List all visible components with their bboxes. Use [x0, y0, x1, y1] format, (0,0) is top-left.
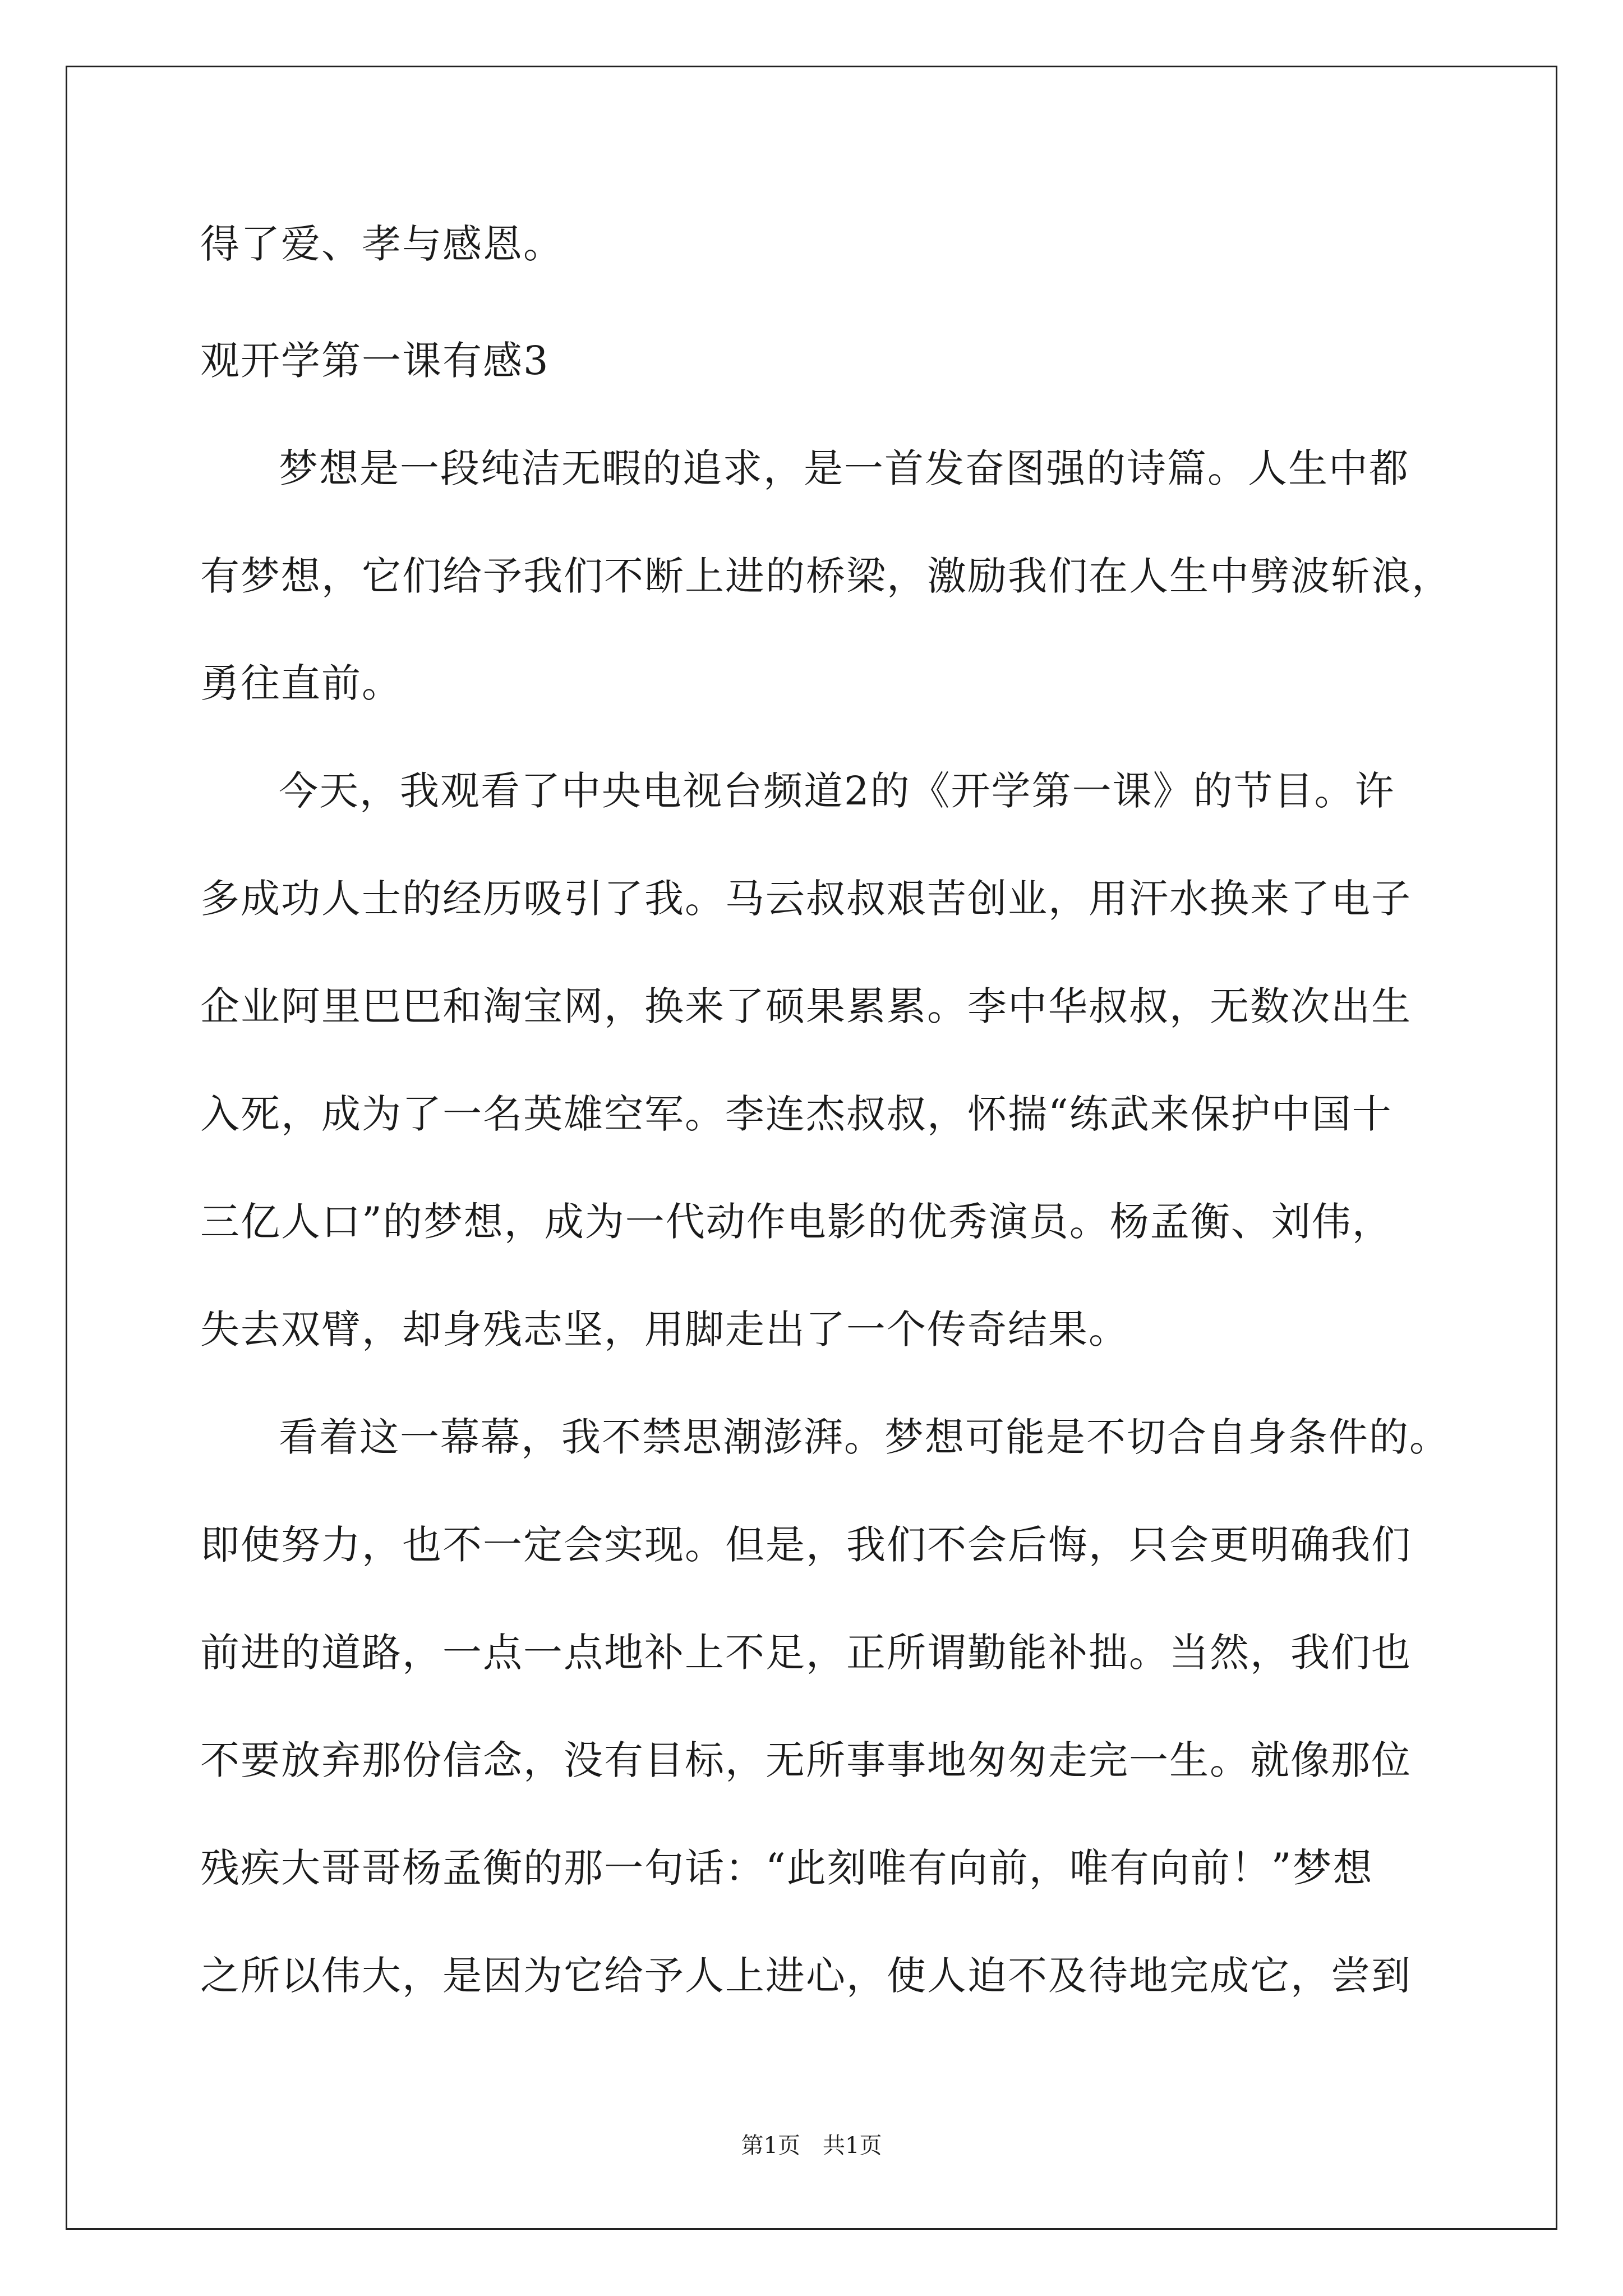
text-line: 得了爱、孝与感恩。 — [200, 221, 564, 267]
text-line: 入死，成为了一名英雄空军。李连杰叔叔，怀揣“练武来保护中国十 — [200, 1091, 1393, 1137]
text-line: 多成功人士的经历吸引了我。马云叔叔艰苦创业，用汗水换来了电子 — [200, 876, 1412, 922]
text-line: 今天，我观看了中央电视台频道2的《开学第一课》的节目。许 — [279, 768, 1395, 814]
text-line: 勇往直前。 — [200, 660, 402, 706]
text-line: 有梦想，它们给予我们不断上进的桥梁，激励我们在人生中劈波斩浪， — [200, 553, 1452, 599]
text-line: 残疾大哥哥杨孟衡的那一句话：“此刻唯有向前，唯有向前！”梦想 — [200, 1845, 1373, 1891]
text-line: 之所以伟大，是因为它给予人上进心，使人迫不及待地完成它，尝到 — [200, 1953, 1412, 1999]
section-heading: 观开学第一课有感3 — [200, 338, 550, 384]
text-line: 看着这一幕幕，我不禁思潮澎湃。梦想可能是不切合自身条件的。 — [279, 1414, 1450, 1460]
text-line: 前进的道路，一点一点地补上不足，正所谓勤能补拙。当然，我们也 — [200, 1630, 1412, 1676]
text-line: 失去双臂，却身残志坚，用脚走出了一个传奇结果。 — [200, 1306, 1129, 1352]
text-line: 企业阿里巴巴和淘宝网，换来了硕果累累。李中华叔叔，无数次出生 — [200, 983, 1412, 1029]
text-line: 梦想是一段纯洁无暇的追求，是一首发奋图强的诗篇。人生中都 — [279, 445, 1409, 491]
text-line: 三亿人口”的梦想，成为一代动作电影的优秀演员。杨孟衡、刘伟， — [200, 1199, 1393, 1245]
page-border — [66, 66, 1557, 2230]
text-line: 不要放弃那份信念，没有目标，无所事事地匆匆走完一生。就像那位 — [200, 1737, 1412, 1783]
page-footer: 第1页 共1页 — [741, 2133, 882, 2159]
text-line: 即使努力，也不一定会实现。但是，我们不会后悔，只会更明确我们 — [200, 1522, 1412, 1568]
